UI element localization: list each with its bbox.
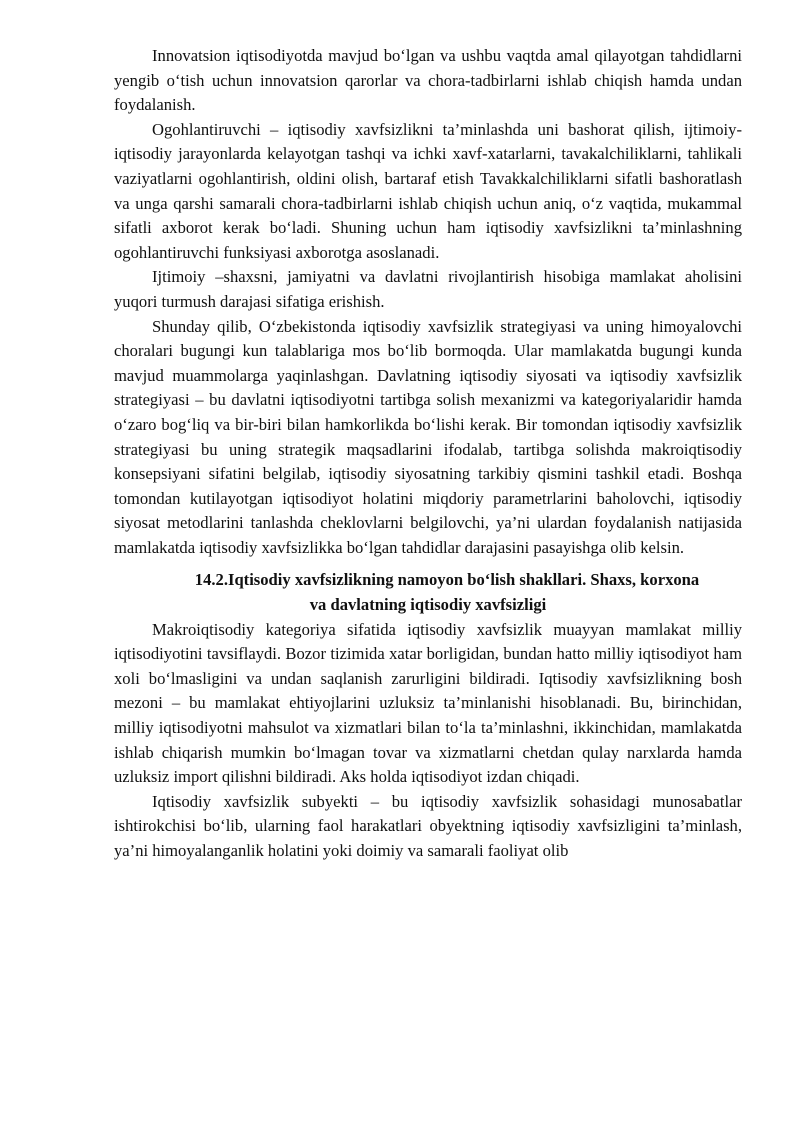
paragraph-makroiqtisodiy: Makroiqtisodiy kategoriya sifatida iqtisodiy xavfsizlik muayyan mamlakat milliy iqtisodiyotini tavsiflaydi. Bozor tizimida xatar borligidan, bundan hatto milliy iqtisodiyot ham xoli bo‘lmasligini va undan saqlanish zarurligini bildiradi. Iqtisodiy xavfsizlikning bosh mezoni – bu mamlakat ehtiyojlarini uzluksiz ta’minlanishi hisoblanadi. Bu, birinchidan, milliy iqtisodiyotni mahsulot va xizmatlari bilan to‘la ta’minlashni, ikkinchidan, mamlakatda ishlab chiqarish mumkin bo‘lmagan tovar va xizmatlarni chetdan qulay narxlarda hamda uzluksiz import qilishni bildiradi. Aks holda iqtisodiyot izdan chiqadi. <box>114 619 742 787</box>
document-page <box>114 44 742 864</box>
section-heading <box>114 568 742 617</box>
paragraph-innovatsion: Innovatsion iqtisodiyotda mavjud bo‘lgan va ushbu vaqtda amal qilayotgan tahdidlarni yengib o‘tish uchun innovatsion qarorlar va chora-tadbirlarni ishlab chiqish hamda undan foydalanish. <box>114 46 742 115</box>
paragraph-subyekt: Iqtisodiy xavfsizlik subyekti – bu iqtisodiy xavfsizlik sohasidagi munosabatlar ishtirokchisi bo‘lib, ularning faol harakatlari obyektning iqtisodiy xavfsizligini ta’minlash, ya’ni himoyalanganlik holatini yoki doimiy va samarali faoliyat olib <box>114 791 742 860</box>
section-heading-line2: va davlatning iqtisodiy xavfsizligi <box>309 595 547 615</box>
section-heading-line1: 14.2.Iqtisodiy xavfsizlikning namoyon bo‘lish shakllari. Shaxs, korxona <box>194 570 700 590</box>
paragraph-ijtimoiy: Ijtimoiy –shaxsni, jamiyatni va davlatni rivojlantirish hisobiga mamlakat aholisini yuqori turmush darajasi sifatiga erishish. <box>114 267 742 311</box>
paragraph-ogohlantiruvchi: Ogohlantiruvchi – iqtisodiy xavfsizlikni ta’minlashda uni bashorat qilish, ijtimoiy-iqtisodiy jarayonlarda kelayotgan tashqi va ichki xavf-xatarlarni, tavakalchiliklarni, tahlikali vaziyatlarni ogohlantirish, oldini olish, bartaraf etish Tavakkalchiliklarni sifatli bashoratlash va unga qarshi samarali chora-tadbirlarni ishlab chiqish uchun aniq, o‘z vaqtida, mukammal sifatli axborot kerak bo‘ladi. Shuning uchun ham iqtisodiy xavfsizlikni ta’minlashning ogohlantiruvchi funksiyasi axborotga asoslanadi. <box>114 119 742 262</box>
paragraph-shunday-qilib: Shunday qilib, O‘zbekistonda iqtisodiy xavfsizlik strategiyasi va uning himoyalovchi choralari bugungi kun talablariga mos bo‘lib bormoqda. Ular mamlakatda bugungi kunda mavjud muammolarga yaqinlashgan. Davlatning iqtisodiy siyosati va iqtisodiy xavfsizlik strategiyasi – bu davlatni iqtisodiyotni tartibga solish mexanizmi va kategoriyalaridir hamda o‘zaro bog‘liq va bir-biri bilan hamkorlikda bo‘lishi kerak. Bir tomondan iqtisodiy xavfsizlik strategiyasi bu uning strategik maqsadlarini ifodalab, tartibga solishda makroiqtisodiy konsepsiyani sifatini belgilab, iqtisodiy siyosatning tarkibiy qismini tashkil etadi. Boshqa tomondan kutilayotgan iqtisodiyot holatini miqdoriy parametrlarini baholovchi, iqtisodiy siyosat metodlarini tanlashda cheklovlarni belgilovchi, ya’ni ulardan foydalanish natijasida mamlakatda iqtisodiy xavfsizlikka bo‘lgan tahdidlar darajasini pasayishga olib kelsin. <box>114 316 742 557</box>
